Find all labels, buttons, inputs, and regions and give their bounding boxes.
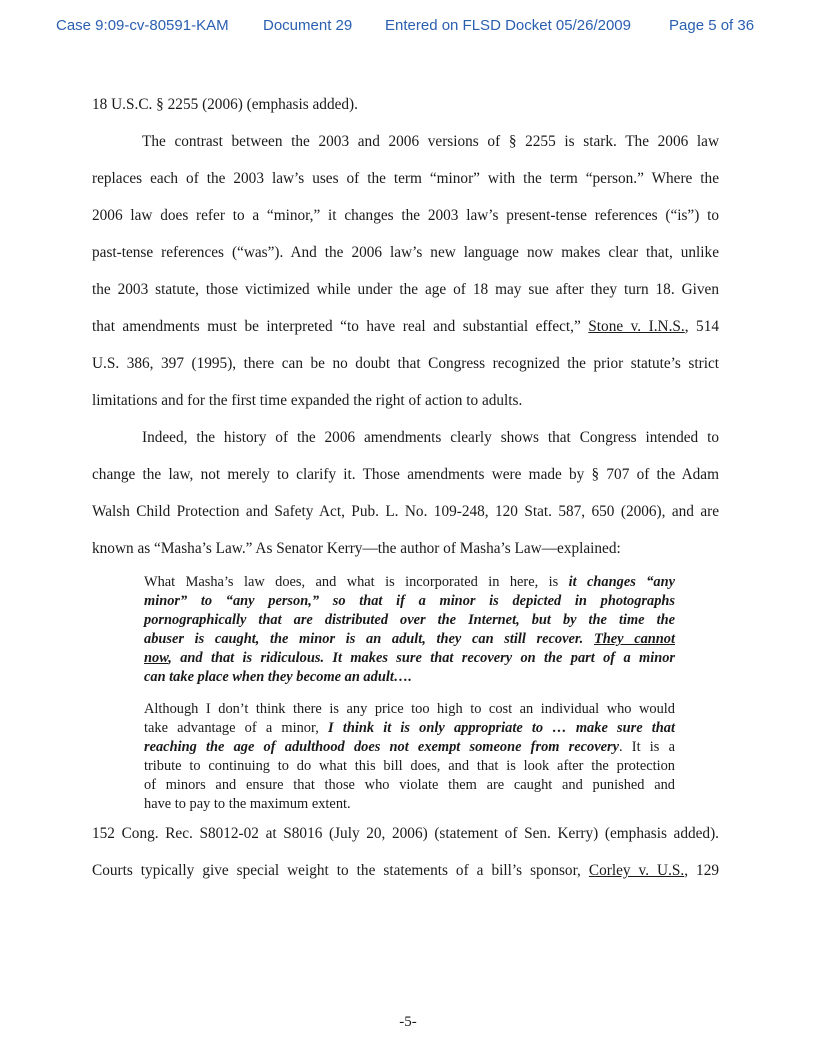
text-line: Walsh Child Protection and Safety Act, Pub. L. No. 109-248, 120 Stat. 587, 650 (2006), and are xyxy=(92,503,719,520)
text-line: the 2003 statute, those victimized while under the age of 18 may sue after they turn 18. Given xyxy=(92,281,719,298)
header-page-count: Page 5 of 36 xyxy=(669,17,755,34)
quote-line: have to pay to the maximum extent. xyxy=(144,796,351,812)
page-number: -5- xyxy=(399,1014,417,1030)
text-line: replaces each of the 2003 law’s uses of the term “minor” with the term “person.” Where the xyxy=(92,170,719,187)
quote-line: can take place when they become an adult…. xyxy=(144,669,412,685)
quote-line: now, and that is ridiculous. It makes sure that recovery on the part of a minor xyxy=(144,650,675,666)
text-line: The contrast between the 2003 and 2006 versions of § 2255 is stark. The 2006 law xyxy=(142,133,719,150)
quote-line: abuser is caught, the minor is an adult, they can still recover. They cannot xyxy=(144,631,675,647)
text-line: 18 U.S.C. § 2255 (2006) (emphasis added). xyxy=(92,96,358,113)
case-citation: Corley v. U.S., 129 xyxy=(588,862,720,879)
text-line: 2006 law does refer to a “minor,” it changes the 2003 law’s present-tense references (“is”) to xyxy=(92,207,719,224)
quote-line: What Masha’s law does, and what is incorporated in here, is it changes “any xyxy=(144,574,675,590)
text-line: past-tense references (“was”). And the 2006 law’s new language now makes clear that, unlike xyxy=(92,244,719,261)
text-line: Indeed, the history of the 2006 amendments clearly shows that Congress intended to xyxy=(142,429,719,446)
quote-line: pornographically that are distributed over the Internet, but by the time the xyxy=(144,612,675,628)
case-citation: Stone v. I.N.S., 514 xyxy=(588,318,719,335)
docket-header xyxy=(0,17,816,39)
text-line: change the law, not merely to clarify it. Those amendments were made by § 707 of the Adam xyxy=(92,466,719,483)
header-document-number: Document 29 xyxy=(263,17,353,34)
quote-line: tribute to continuing to do what this bill does, and that is look after the protection xyxy=(144,758,675,774)
text-line: limitations and for the first time expanded the right of action to adults. xyxy=(92,392,523,409)
header-case-number: Case 9:09-cv-80591-KAM xyxy=(56,17,229,34)
quote-line: take advantage of a minor, I think it is only appropriate to … make sure that xyxy=(144,720,675,736)
text-line: U.S. 386, 397 (1995), there can be no doubt that Congress recognized the prior statute’s strict xyxy=(92,355,719,372)
quote-line: of minors and ensure that those who violate them are caught and punished and xyxy=(144,777,675,793)
text-line: 152 Cong. Rec. S8012-02 at S8016 (July 20, 2006) (statement of Sen. Kerry) (emphasis added). xyxy=(92,825,719,842)
text-line xyxy=(92,318,719,336)
quote-line: Although I don’t think there is any price too high to cost an individual who would xyxy=(144,701,675,717)
text-line: known as “Masha’s Law.” As Senator Kerry—the author of Masha’s Law—explained: xyxy=(92,540,621,557)
quote-line: minor” to “any person,” so that if a minor is depicted in photographs xyxy=(144,593,675,609)
text-line xyxy=(92,862,719,880)
quote-line: reaching the age of adulthood does not exempt someone from recovery. It is a xyxy=(144,739,675,755)
text-run: Courts typically give special weight to the statements of a bill’s sponsor, xyxy=(92,862,581,879)
text-run: that amendments must be interpreted “to have real and substantial effect,” xyxy=(92,318,581,335)
header-docket-entry: Entered on FLSD Docket 05/26/2009 xyxy=(385,17,631,34)
